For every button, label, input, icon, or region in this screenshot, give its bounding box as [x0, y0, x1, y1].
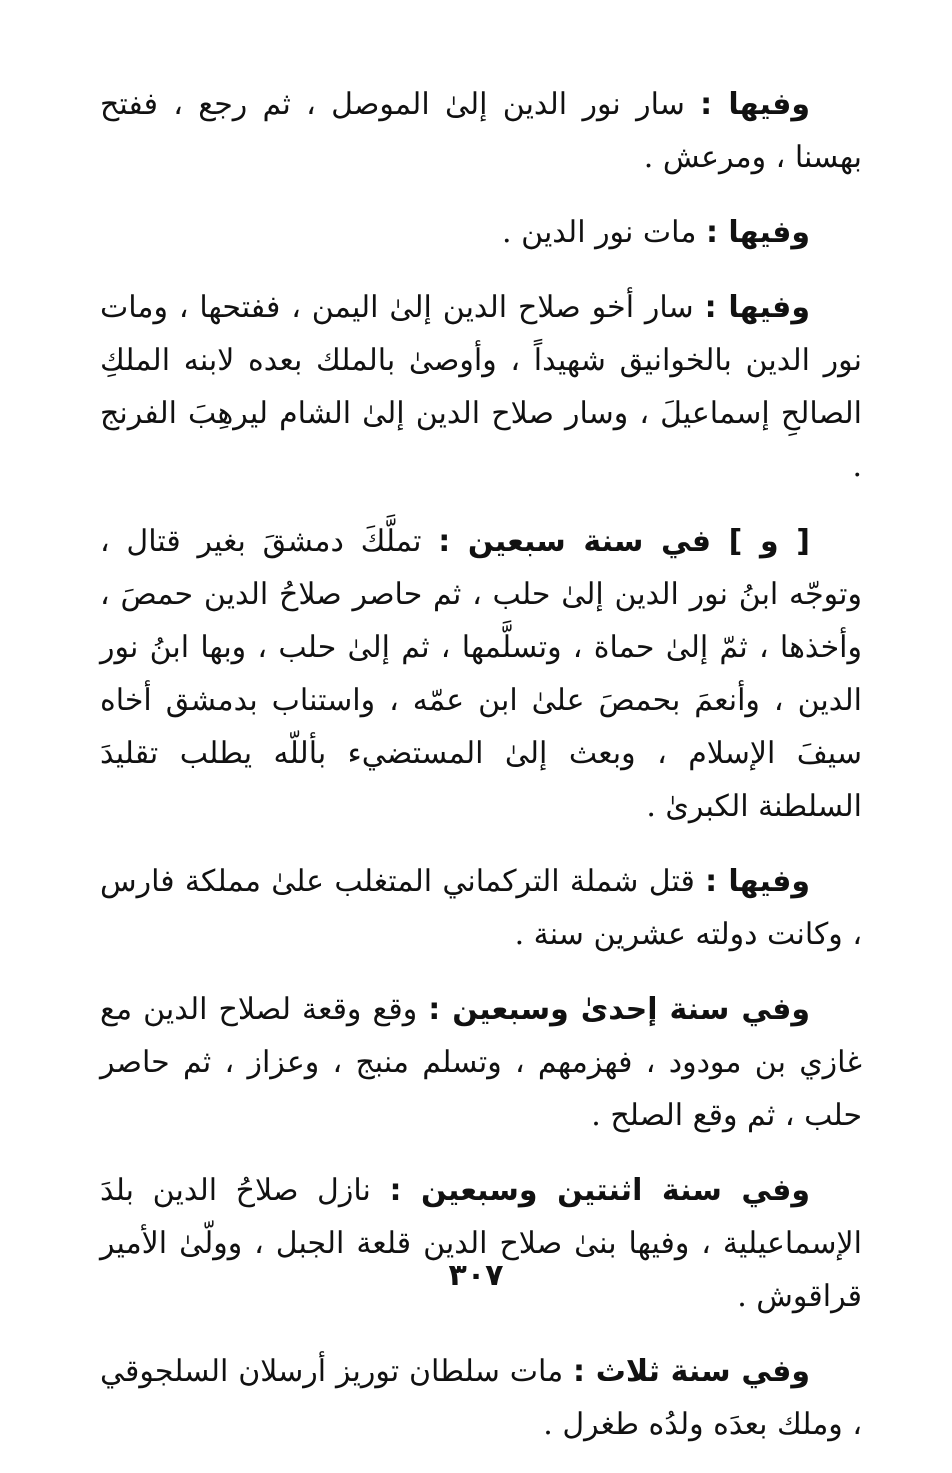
paragraph-text: قتل شملة التركماني المتغلب علىٰ مملكة فارس ، وكانت دولته عشرين سنة .	[100, 864, 862, 952]
paragraph-text: مات سلطان توريز أرسلان السلجوقي ، وملك بعدَه ولدُه طغرل .	[100, 1354, 862, 1442]
page-number: ٣٠٧	[448, 1258, 504, 1293]
paragraph-8	[100, 1345, 862, 1451]
paragraph-text: مات نور الدين .	[502, 215, 706, 250]
paragraph-heading: وفيها :	[705, 864, 810, 899]
paragraph-text: نازل صلاحُ الدين بلدَ الإسماعيلية ، وفيها بنىٰ صلاح الدين قلعة الجبل ، وولّىٰ الأمير قراقوش .	[100, 1173, 862, 1314]
paragraph-2	[100, 206, 862, 259]
paragraph-heading: وفيها :	[705, 215, 810, 250]
paragraph-heading: [ و ] في سنة سبعين :	[438, 524, 811, 559]
paragraph-text: تملَّكَ دمشقَ بغير قتال ، وتوجّه ابنُ نور الدين إلىٰ حلب ، ثم حاصر صلاحُ الدين حمصَ ، وأخذها ، ثمّ إلىٰ حماة ، وتسلَّمها ، ثم إلىٰ حلب ، وبها ابنُ نور الدين ، وأنعمَ بحمصَ علىٰ ابن عمّه ، واستناب بدمشق أخاه سيفَ الإسلام ، وبعث إلىٰ المستضيء بأللّه يطلب تقليدَ السلطنة الكبرىٰ .	[100, 524, 862, 824]
paragraph-7	[100, 1164, 862, 1323]
paragraph-heading: وفيها :	[704, 290, 810, 325]
paragraph-text: سار أخو صلاح الدين إلىٰ اليمن ، ففتحها ، ومات نور الدين بالخوانيق شهيداً ، وأوصىٰ بالملك بعده لابنه الملكِ الصالحِ إسماعيلَ ، وسار صلاح الدين إلىٰ الشام ليرهِبَ الفرنج .	[100, 290, 862, 484]
paragraph-6	[100, 983, 862, 1142]
paragraph-3	[100, 281, 862, 493]
paragraph-5	[100, 855, 862, 961]
paragraph-text: سار نور الدين إلىٰ الموصل ، ثم رجع ، ففتح بهسنا ، ومرعش .	[100, 87, 862, 175]
paragraph-heading: وفي سنة إحدىٰ وسبعين :	[428, 992, 810, 1027]
paragraph-text: وقع وقعة لصلاح الدين مع غازي بن مودود ، فهزمهم ، وتسلم منبج ، وعزاز ، ثم حاصر حلب ، ثم وقع الصلح .	[100, 992, 862, 1133]
paragraph-heading: وفيها :	[700, 87, 810, 122]
paragraph-heading: وفي سنة اثنتين وسبعين :	[389, 1173, 810, 1208]
paragraph-1	[100, 78, 862, 184]
paragraph-4	[100, 515, 862, 833]
paragraph-heading: وفي سنة ثلاث :	[572, 1354, 810, 1389]
